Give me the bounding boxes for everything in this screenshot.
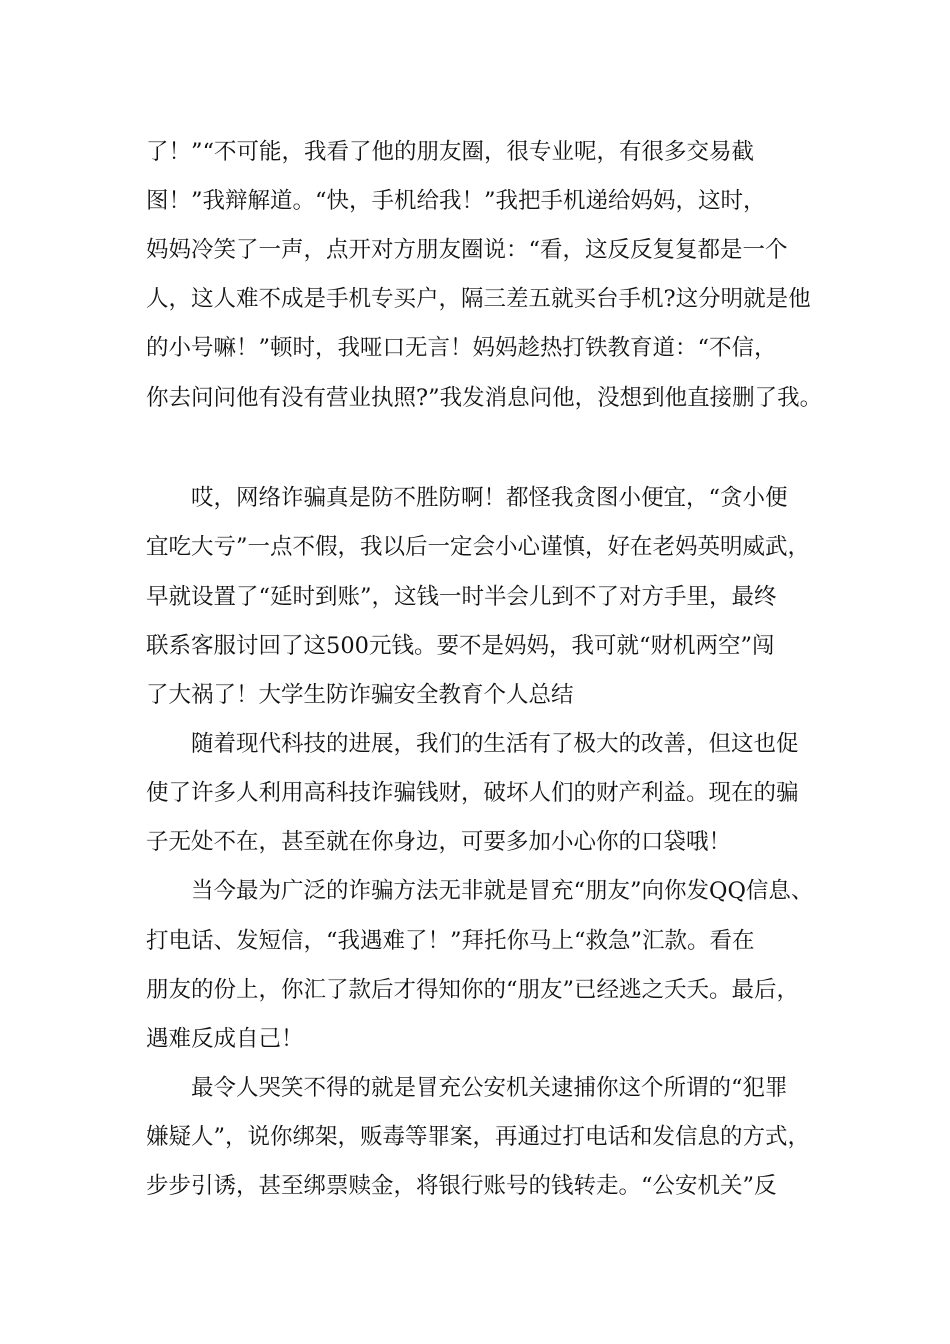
paragraph-first-line: 最令人哭笑不得的就是冒充公安机关逮捕你这个所谓的“犯罪 [191,1075,788,1101]
text-line: 你去问问他有没有营业执照?”我发消息问他，没想到他直接删了我。 [146,385,823,411]
text-line: 子无处不在，甚至就在你身边，可要多加小心你的口袋哦！ [146,829,732,855]
text-line: 宜吃大亏”一点不假，我以后一定会小心谨慎，好在老妈英明威武， [146,534,811,560]
paragraph-first-line: 随着现代科技的进展，我们的生活有了极大的改善，但这也促 [191,731,799,757]
text-line: 早就设置了“延时到账”，这钱一时半会儿到不了对方手里，最终 [146,584,777,610]
text-line: 人，这人难不成是手机专买户，隔三差五就买台手机?这分明就是他 [146,286,811,312]
text-line: 步步引诱，甚至绑票赎金，将银行账号的钱转走。“公安机关”反 [146,1173,777,1199]
text-line: 遇难反成自己！ [146,1026,304,1052]
text-line: 妈妈冷笑了一声，点开对方朋友圈说：“看，这反反复复都是一个 [146,237,788,263]
text-line: 了大祸了！大学生防诈骗安全教育个人总结 [146,682,574,708]
text-line: 了！”“不可能，我看了他的朋友圈，很专业呢，有很多交易截 [146,139,755,165]
text-line: 联系客服讨回了这500元钱。要不是妈妈，我可就“财机两空”闯 [146,633,775,659]
text-line: 嫌疑人”，说你绑架，贩毒等罪案，再通过打电话和发信息的方式， [146,1124,811,1150]
paragraph-first-line: 哎，网络诈骗真是防不胜防啊！都怪我贪图小便宜，“贪小便 [191,485,788,511]
text-line: 打电话、发短信，“我遇难了！”拜托你马上“救急”汇款。看在 [146,928,755,954]
text-line: 朋友的份上，你汇了款后才得知你的“朋友”已经逃之夭夭。最后， [146,977,800,1003]
text-line: 的小号嘛！”顿时，我哑口无言！妈妈趁热打铁教育道：“不信， [146,335,777,361]
paragraph-first-line: 当今最为广泛的诈骗方法无非就是冒充“朋友”向你发QQ信息、 [191,878,814,904]
text-line: 使了许多人利用高科技诈骗钱财，破坏人们的财产利益。现在的骗 [146,780,799,806]
text-line: 图！”我辩解道。“快，手机给我！”我把手机递给妈妈，这时， [146,188,766,214]
